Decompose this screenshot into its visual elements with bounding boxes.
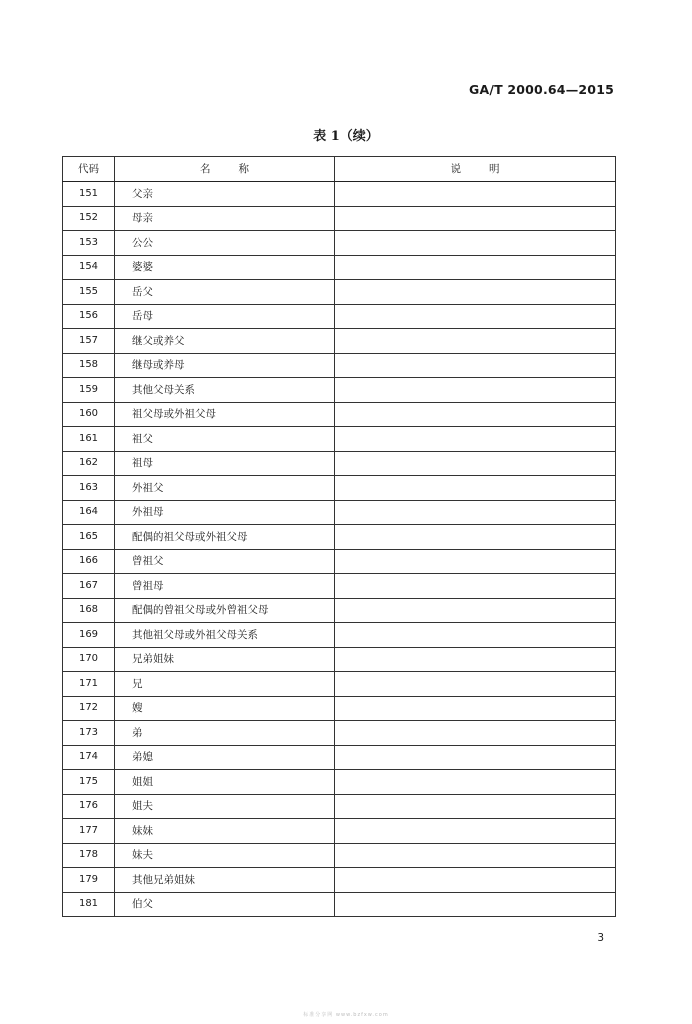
code-cell: 158 [63,353,115,378]
name-cell: 祖母 [115,451,335,476]
name-cell: 母亲 [115,206,335,231]
description-cell [335,476,616,501]
description-cell [335,280,616,305]
description-cell [335,549,616,574]
description-cell [335,304,616,329]
name-cell: 妹夫 [115,843,335,868]
table-row [63,892,616,917]
code-cell: 173 [63,721,115,746]
table-row [63,868,616,893]
code-cell: 171 [63,672,115,697]
document-id: GA/T 2000.64—2015 [468,82,614,97]
table-row [63,427,616,452]
name-cell: 继母或养母 [115,353,335,378]
table-row [63,304,616,329]
code-cell: 175 [63,770,115,795]
page-number: 3 [597,932,604,944]
table-header-row [63,157,616,182]
name-cell: 姐夫 [115,794,335,819]
table-row [63,231,616,256]
description-cell [335,647,616,672]
name-cell: 曾祖父 [115,549,335,574]
table-row [63,353,616,378]
table-row [63,182,616,207]
table-row [63,525,616,550]
table-row [63,549,616,574]
description-cell [335,574,616,599]
description-cell [335,672,616,697]
table-row [63,598,616,623]
name-cell: 其他祖父母或外祖父母关系 [115,623,335,648]
code-cell: 166 [63,549,115,574]
code-cell: 174 [63,745,115,770]
code-cell: 170 [63,647,115,672]
code-cell: 157 [63,329,115,354]
code-cell: 156 [63,304,115,329]
name-cell: 姐姐 [115,770,335,795]
code-cell: 179 [63,868,115,893]
code-cell: 161 [63,427,115,452]
column-header-code: 代码 [63,157,115,182]
description-cell [335,353,616,378]
table-row [63,255,616,280]
table-row [63,647,616,672]
name-cell: 外祖母 [115,500,335,525]
table-title: 表 1（续） [313,129,379,144]
code-cell: 153 [63,231,115,256]
code-cell: 154 [63,255,115,280]
footer-watermark: 标准分享网 www.bzfxw.com [303,1012,389,1018]
name-cell: 岳父 [115,280,335,305]
table-row [63,451,616,476]
name-cell: 其他兄弟姐妹 [115,868,335,893]
table-row [63,378,616,403]
description-cell [335,623,616,648]
description-cell [335,794,616,819]
description-cell [335,598,616,623]
code-cell: 165 [63,525,115,550]
description-cell [335,819,616,844]
description-cell [335,843,616,868]
table-row [63,794,616,819]
name-cell: 兄弟姐妹 [115,647,335,672]
description-cell [335,721,616,746]
description-cell [335,500,616,525]
code-cell: 162 [63,451,115,476]
name-cell: 弟媳 [115,745,335,770]
code-cell: 178 [63,843,115,868]
code-cell: 167 [63,574,115,599]
name-cell: 继父或养父 [115,329,335,354]
table-row [63,843,616,868]
description-cell [335,892,616,917]
description-cell [335,745,616,770]
table-row [63,402,616,427]
description-cell [335,231,616,256]
code-cell: 155 [63,280,115,305]
description-cell [335,378,616,403]
description-cell [335,329,616,354]
table-row [63,574,616,599]
code-cell: 151 [63,182,115,207]
description-cell [335,525,616,550]
name-cell: 妹妹 [115,819,335,844]
name-cell: 公公 [115,231,335,256]
name-cell: 曾祖母 [115,574,335,599]
code-cell: 163 [63,476,115,501]
code-cell: 168 [63,598,115,623]
description-cell [335,868,616,893]
name-cell: 父亲 [115,182,335,207]
name-cell: 岳母 [115,304,335,329]
table-row [63,623,616,648]
code-cell: 177 [63,819,115,844]
description-cell [335,770,616,795]
table-row [63,476,616,501]
description-cell [335,451,616,476]
code-cell: 176 [63,794,115,819]
name-cell: 其他父母关系 [115,378,335,403]
table-row [63,745,616,770]
column-header-name: 名称 [115,157,335,182]
code-cell: 164 [63,500,115,525]
name-cell: 弟 [115,721,335,746]
column-header-description: 说明 [335,157,616,182]
description-cell [335,206,616,231]
table-row [63,280,616,305]
name-cell: 配偶的曾祖父母或外曾祖父母 [115,598,335,623]
table-row [63,696,616,721]
code-cell: 172 [63,696,115,721]
name-cell: 祖父母或外祖父母 [115,402,335,427]
description-cell [335,696,616,721]
description-cell [335,182,616,207]
table-row [63,500,616,525]
description-cell [335,427,616,452]
name-cell: 嫂 [115,696,335,721]
name-cell: 婆婆 [115,255,335,280]
table-body [63,182,616,917]
code-cell: 152 [63,206,115,231]
code-cell: 169 [63,623,115,648]
name-cell: 配偶的祖父母或外祖父母 [115,525,335,550]
relationship-code-table [62,156,616,917]
code-cell: 181 [63,892,115,917]
code-cell: 160 [63,402,115,427]
table-row [63,770,616,795]
table-row [63,721,616,746]
table-row [63,819,616,844]
name-cell: 外祖父 [115,476,335,501]
table-row [63,206,616,231]
description-cell [335,402,616,427]
code-cell: 159 [63,378,115,403]
name-cell: 兄 [115,672,335,697]
table-row [63,672,616,697]
table-row [63,329,616,354]
description-cell [335,255,616,280]
name-cell: 祖父 [115,427,335,452]
name-cell: 伯父 [115,892,335,917]
